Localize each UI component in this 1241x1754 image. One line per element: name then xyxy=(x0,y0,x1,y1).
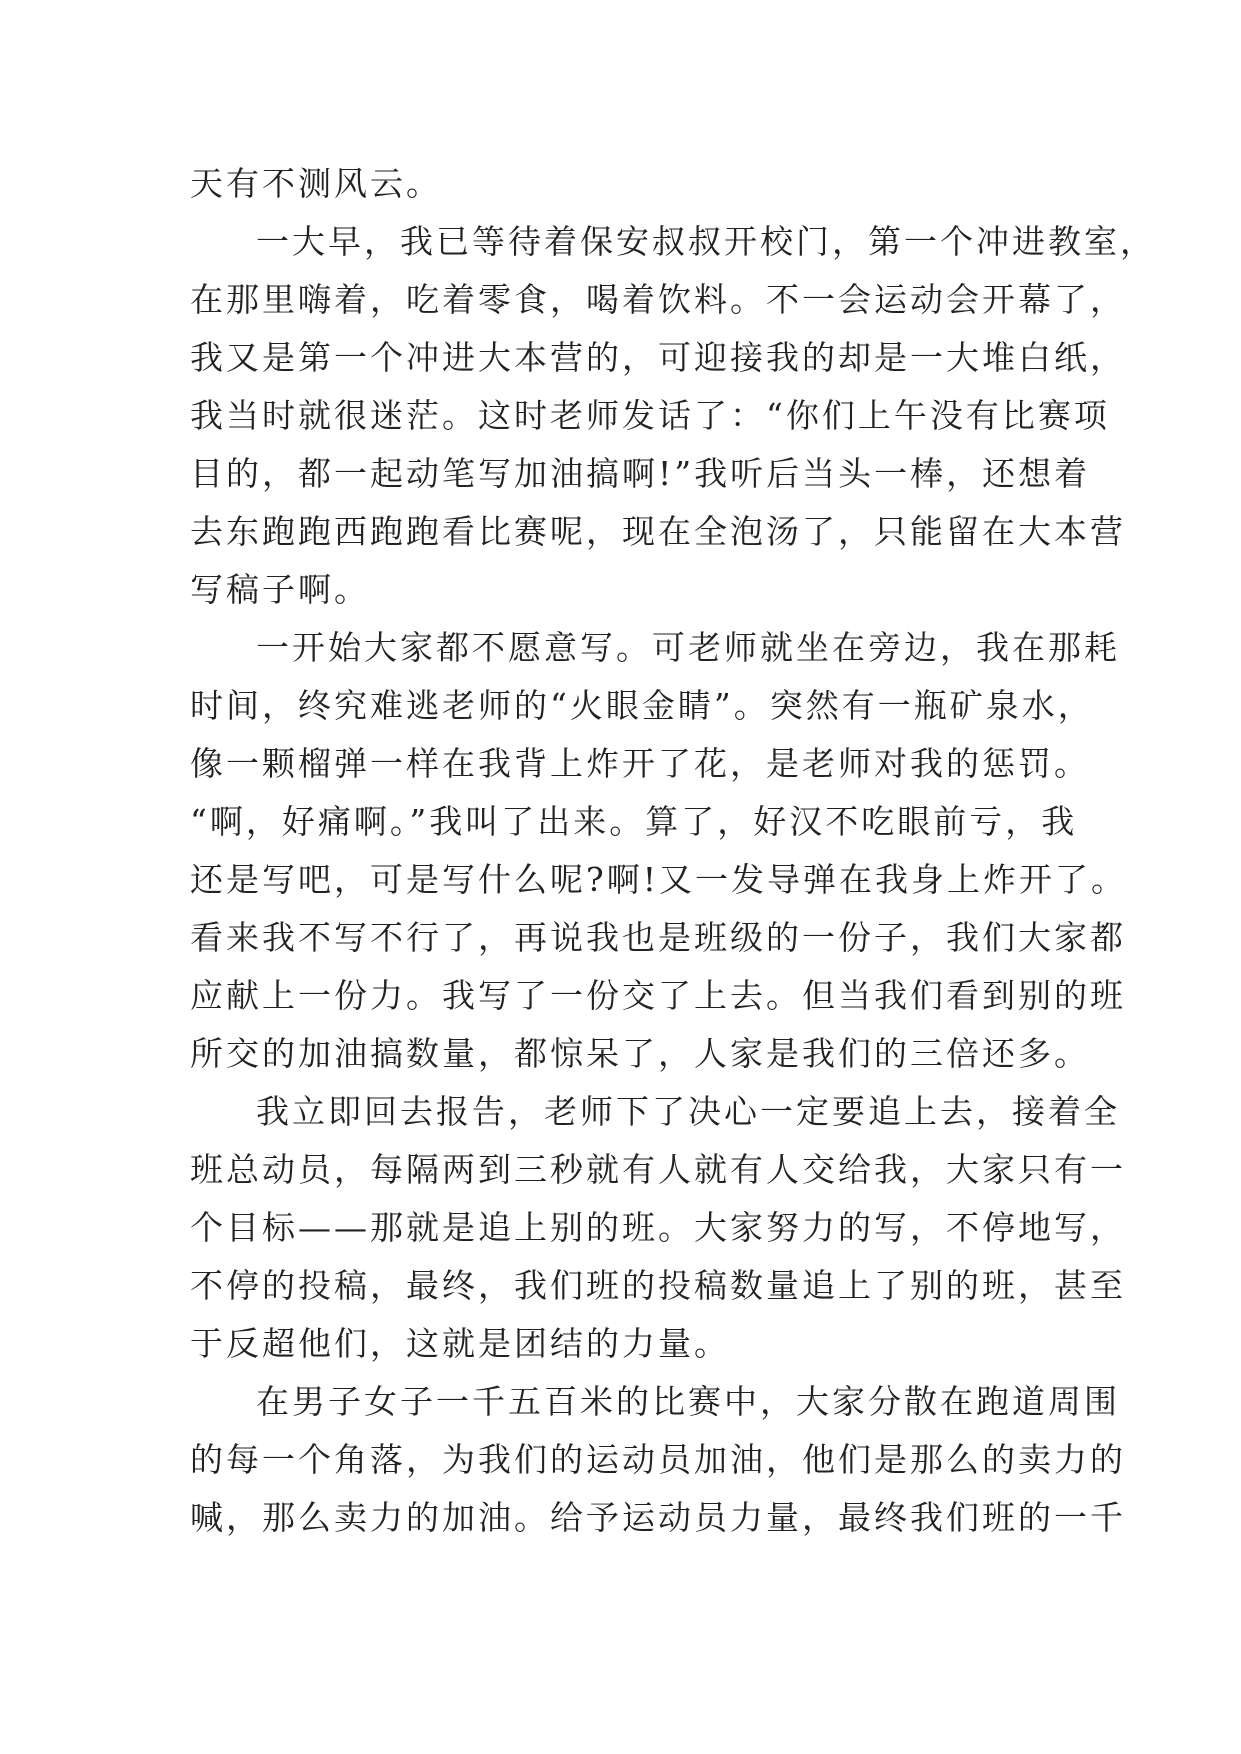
text-line: 所交的加油搞数量，都惊呆了，人家是我们的三倍还多。 xyxy=(190,1034,1090,1073)
text-line: 喊，那么卖力的加油。给予运动员力量，最终我们班的一千 xyxy=(190,1498,1126,1537)
text-line: 时间，终究难逃老师的“火眼金睛”。突然有一瓶矿泉水， xyxy=(190,686,1094,725)
text-line: 看来我不写不行了，再说我也是班级的一份子，我们大家都 xyxy=(190,918,1126,957)
text-line: 像一颗榴弹一样在我背上炸开了花，是老师对我的惩罚。 xyxy=(190,744,1090,783)
text-line: 写稿子啊。 xyxy=(190,570,370,609)
text-line: 的每一个角落，为我们的运动员加油，他们是那么的卖力的 xyxy=(190,1440,1126,1479)
text-line: 我当时就很迷茫。这时老师发话了：“你们上午没有比赛项 xyxy=(190,396,1110,435)
text-line: 应献上一份力。我写了一份交了上去。但当我们看到别的班 xyxy=(190,976,1126,1015)
text-line: 一大早，我已等待着保安叔叔开校门，第一个冲进教室， xyxy=(256,222,1156,261)
text-line: 我立即回去报告，老师下了决心一定要追上去，接着全 xyxy=(256,1092,1120,1131)
text-line: 在那里嗨着，吃着零食，喝着饮料。不一会运动会开幕了， xyxy=(190,280,1126,319)
text-line: 不停的投稿，最终，我们班的投稿数量追上了别的班，甚至 xyxy=(190,1266,1126,1305)
text-line: 个目标——那就是追上别的班。大家努力的写，不停地写， xyxy=(190,1208,1126,1247)
article-body xyxy=(190,155,1156,1547)
text-line: 班总动员，每隔两到三秒就有人就有人交给我，大家只有一 xyxy=(190,1150,1126,1189)
text-line: 目的，都一起动笔写加油搞啊!”我听后当头一棒，还想着 xyxy=(190,454,1091,493)
text-line: 我又是第一个冲进大本营的，可迎接我的却是一大堆白纸， xyxy=(190,338,1126,377)
text-line: “啊，好痛啊。”我叫了出来。算了，好汉不吃眼前亏，我 xyxy=(190,802,1078,841)
text-line: 天有不测风云。 xyxy=(190,164,442,203)
text-line: 去东跑跑西跑跑看比赛呢，现在全泡汤了，只能留在大本营 xyxy=(190,512,1126,551)
text-line: 一开始大家都不愿意写。可老师就坐在旁边，我在那耗 xyxy=(256,628,1120,667)
text-line: 于反超他们，这就是团结的力量。 xyxy=(190,1324,730,1363)
text-line: 还是写吧，可是写什么呢?啊!又一发导弹在我身上炸开了。 xyxy=(190,860,1127,899)
text-line: 在男子女子一千五百米的比赛中，大家分散在跑道周围 xyxy=(256,1382,1120,1421)
